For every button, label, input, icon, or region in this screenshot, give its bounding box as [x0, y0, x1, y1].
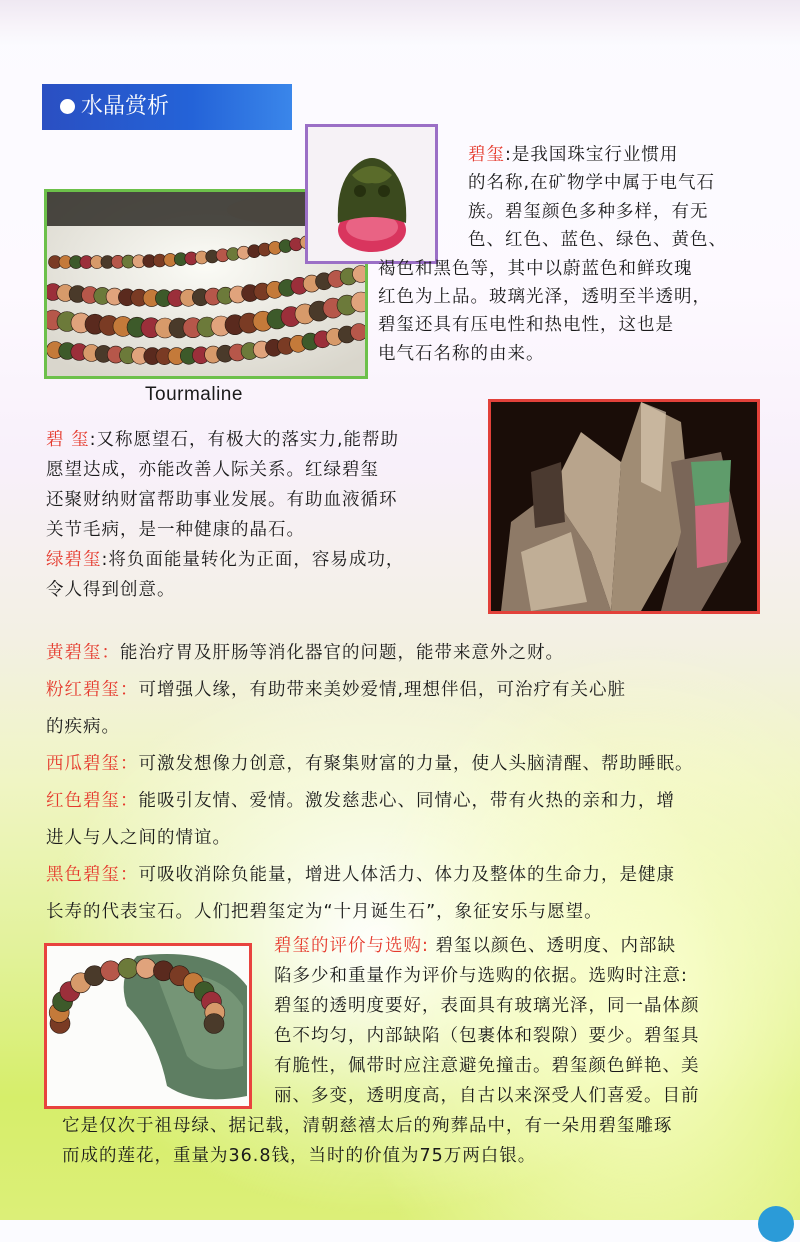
varieties-list: 黄碧玺：能治疗胃及肝肠等消化器官的问题，能带来意外之财。 粉红碧玺：可增强人缘，有助带来美妙爱情,理想伴侣，可治疗有关心脏 的疾病。 西瓜碧玺：可激发想像力创意，有聚集财富的力量，使人头脑清醒、帮助睡眠。 红色碧玺：能吸引友情、爱情。激发慈悲心、同情心，带有火热的亲和力，增 进人与人之间的情谊。 黑色碧玺：可吸收消除负能量，增进人体活力、体力及整体的生命力，是健康 长寿的代表宝石。人们把碧玺定为“十月诞生石”，象征安乐与愿望。	[46, 635, 786, 931]
effects-paragraph: 碧 玺:又称愿望石，有极大的落实力,能帮助 愿望达成，亦能改善人际关系。红绿碧玺 还聚财纳财富帮助事业发展。有助血液循环 关节毛病，是一种健康的晶石。 绿碧玺:将负面能量转化为正面，容易成功， 令人得到创意。	[46, 430, 405, 600]
variety-pink: 粉红碧玺：可增强人缘，有助带来美妙爱情,理想伴侣，可治疗有关心脏	[46, 680, 627, 700]
evaluation-paragraph: 碧玺的评价与选购: 碧玺以颜色、透明度、内部缺 陷多少和重量作为评价与选购的依据。选购时注意: 碧玺的透明度要好，表面具有玻璃光泽，同一晶体颜 色不均匀，内部缺陷（包裹体和裂隙）要少。碧玺具 有脆性，佩带时应注意避免撞击。碧玺颜色鲜艳、美 丽、多变，透明度高，自古以来深受人们喜爱。目前 它是仅次于祖母绿、据记载，清朝慈禧太后的殉葬品中，有一朵用碧玺雕琢 而成的莲花，重量为36.8钱，当时的价值为75万两白银。	[62, 936, 700, 1166]
intro-paragraph: 碧玺:是我国珠宝行业惯用 的名称,在矿物学中属于电气石 族。碧玺颜色多种多样，有无 色、红色、蓝色、绿色、黄色、 褐色和黑色等，其中以蔚蓝色和鲜玫瑰 红色为上品。玻璃光泽，透明至半透明， 碧玺还具有压电性和热电性，这也是 电气石名称的由来。	[378, 145, 727, 364]
tourmaline-crystal-photo	[488, 399, 760, 614]
variety-yellow: 黄碧玺：能治疗胃及肝肠等消化器官的问题，能带来意外之财。	[46, 643, 564, 663]
section-header	[42, 84, 292, 130]
section-title: 水晶赏析	[81, 94, 170, 119]
bullet-icon	[60, 99, 75, 114]
evaluation-term: 碧玺的评价与选购:	[274, 936, 429, 956]
variety-red: 红色碧玺：能吸引友情、爱情。激发慈悲心、同情心，带有火热的亲和力，增	[46, 791, 675, 811]
photo-caption: Tourmaline	[145, 384, 243, 405]
variety-black: 黑色碧玺：可吸收消除负能量，增进人体活力、体力及整体的生命力，是健康	[46, 865, 675, 885]
intro-term: 碧玺	[468, 145, 505, 165]
page-corner-marker	[758, 1206, 794, 1242]
effects-term: 碧 玺	[46, 430, 90, 450]
page-top-strip	[0, 0, 800, 46]
variety-watermelon: 西瓜碧玺：可激发想像力创意，有聚集财富的力量，使人头脑清醒、帮助睡眠。	[46, 754, 694, 774]
green-term: 绿碧玺	[46, 550, 102, 570]
